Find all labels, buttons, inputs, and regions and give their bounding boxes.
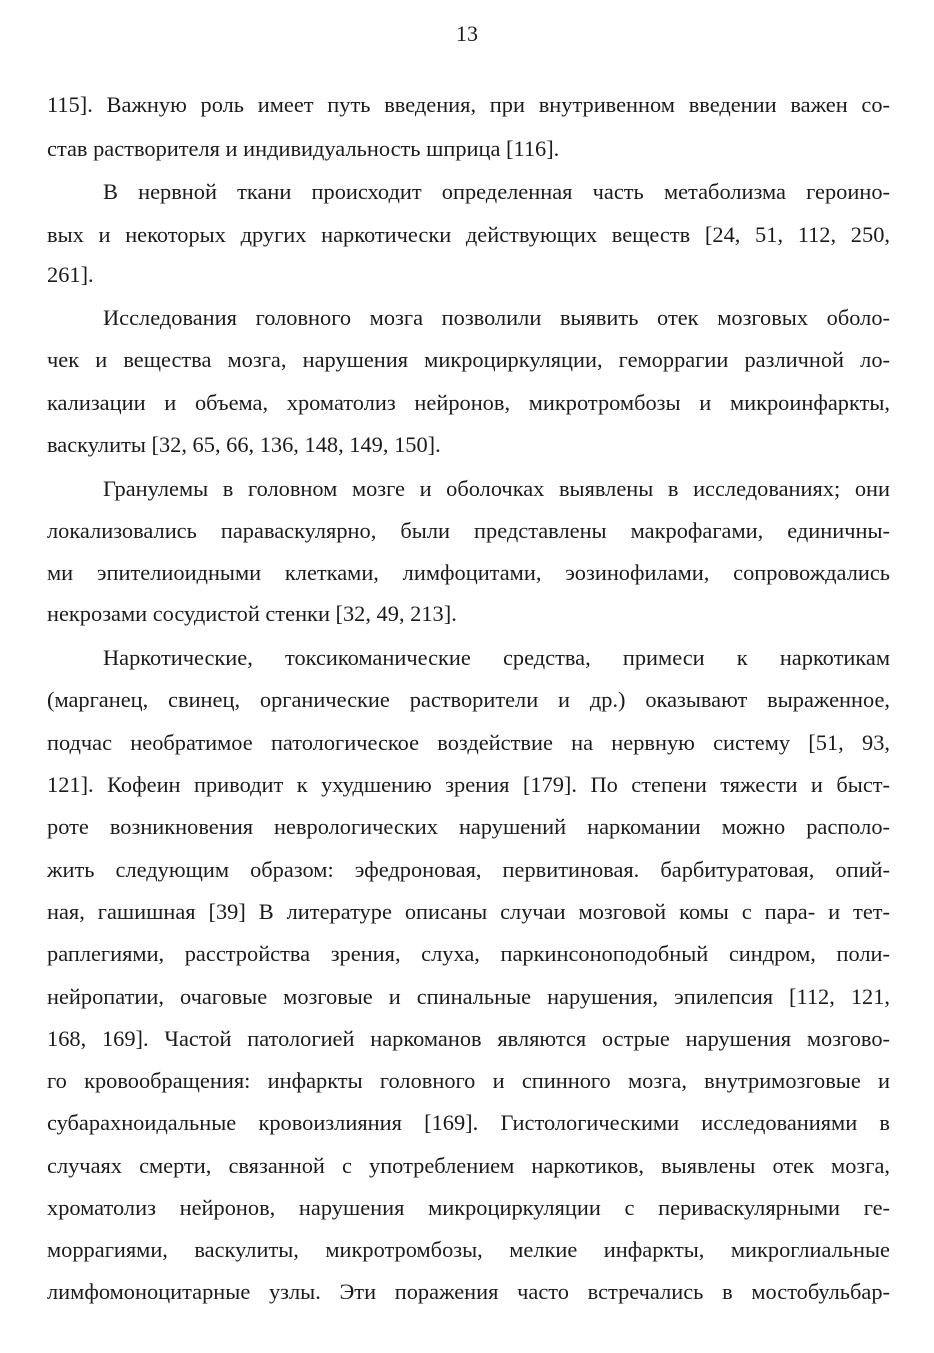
- text-line: роте возникновения неврологических нарушений наркомании можно располо-: [47, 814, 890, 839]
- text-line: локализовались параваскулярно, были представлены макрофагами, единичны-: [47, 518, 890, 543]
- text-line: субарахноидальные кровоизлияния [169]. Гистологическими исследованиями в: [47, 1110, 890, 1135]
- text-line: 121]. Кофеин приводит к ухудшению зрения [179]. По степени тяжести и быст-: [47, 772, 890, 797]
- text-line: лимфомоноцитарные узлы. Эти поражения часто встречались в мостобульбар-: [47, 1279, 890, 1304]
- text-line: став растворителя и индивидуальность шприца [116].: [47, 136, 560, 161]
- text-line: 261].: [47, 262, 94, 287]
- text-line: вых и некоторых других наркотически действующих веществ [24, 51, 112, 250,: [47, 222, 890, 247]
- text-line: жить следующим образом: эфедроновая, первитиновая. барбитуратовая, опий-: [47, 857, 890, 882]
- text-line: Гранулемы в головном мозге и оболочках выявлены в исследованиях; они: [103, 476, 890, 501]
- text-line: случаях смерти, связанной с употреблением наркотиков, выявлены отек мозга,: [47, 1153, 890, 1178]
- text-line: ная, гашишная [39] В литературе описаны случаи мозговой комы с пара- и тет-: [47, 899, 890, 924]
- text-line: нейропатии, очаговые мозговые и спинальные нарушения, эпилепсия [112, 121,: [47, 984, 890, 1009]
- text-line: 168, 169]. Частой патологией наркоманов являются острые нарушения мозгово-: [47, 1026, 890, 1051]
- text-line: Наркотические, токсикоманические средства, примеси к наркотикам: [103, 645, 890, 670]
- text-line: хроматолиз нейронов, нарушения микроциркуляции с периваскулярными ге-: [47, 1195, 890, 1220]
- text-line: чек и вещества мозга, нарушения микроциркуляции, геморрагии различной ло-: [47, 347, 890, 372]
- text-line: кализации и объема, хроматолиз нейронов, микротромбозы и микроинфаркты,: [47, 390, 890, 415]
- text-line: раплегиями, расстройства зрения, слуха, паркинсоноподобный синдром, поли-: [47, 941, 890, 966]
- text-line: моррагиями, васкулиты, микротромбозы, мелкие инфаркты, микроглиальные: [47, 1237, 890, 1262]
- text-line: подчас необратимое патологическое воздействие на нервную систему [51, 93,: [47, 730, 890, 755]
- text-line: го кровообращения: инфаркты головного и спинного мозга, внутримозговые и: [47, 1068, 890, 1093]
- page-number: 13: [456, 21, 478, 46]
- text-line: В нервной ткани происходит определенная часть метаболизма героино-: [103, 179, 890, 204]
- text-line: Исследования головного мозга позволили выявить отек мозговых оболо-: [103, 305, 890, 330]
- text-line: некрозами сосудистой стенки [32, 49, 213].: [47, 601, 457, 626]
- text-line: 115]. Важную роль имеет путь введения, при внутривенном введении важен со-: [47, 92, 890, 117]
- text-line: васкулиты [32, 65, 66, 136, 148, 149, 150].: [47, 432, 441, 457]
- text-line: (марганец, свинец, органические растворители и др.) оказывают выраженное,: [47, 687, 890, 712]
- text-line: ми эпителиоидными клетками, лимфоцитами, эозинофилами, сопровождались: [47, 560, 890, 585]
